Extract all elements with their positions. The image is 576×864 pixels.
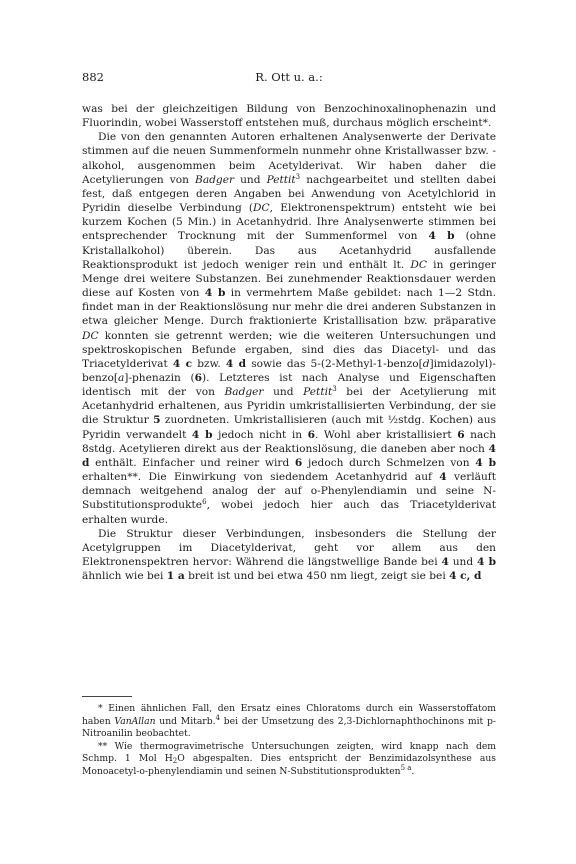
text-run: 6 [294, 456, 303, 469]
text-run: in vermehrtem Maße gebildet: nach 1—2 Stdn. findet man in der Reaktionslösung nur mehr die drei anderen Substanzen in etwa gleicher Menge. Durch fraktionierte Kristallisation bzw. präparative [82, 287, 497, 328]
text-run: erhalten**. Die Einwirkung von siedendem Acetanhydrid auf [82, 471, 440, 484]
text-run: 4 [439, 471, 447, 484]
footnotes [82, 703, 496, 778]
footnote [82, 703, 496, 741]
reference-marker: 4 [215, 713, 220, 722]
text-run: 4 b [428, 230, 455, 243]
text-run: und [263, 386, 304, 399]
text-run: 1 a [166, 570, 185, 583]
text-run: 4 c, d [449, 570, 482, 583]
text-run: 5 [153, 414, 161, 427]
paragraph [82, 527, 496, 584]
text-run: ähnlich wie bei [82, 570, 167, 583]
text-run: 6 [457, 428, 465, 441]
text-run: ]imidazolyl)-benzo[ [82, 357, 497, 384]
text-run: bei der Acetylierung mit Acetanhydrid erhaltenen, aus Pyridin umkristallisierten Verbindung, der sie die Struktur [82, 386, 496, 427]
text-run: 6 [307, 428, 315, 441]
text-run: 4 d [82, 442, 496, 469]
text-run: ). Letzteres ist nach Analyse und Eigenschaften identisch mit der von [82, 371, 496, 399]
reference-marker: 3 [332, 385, 337, 394]
text-run: bei der Umsetzung des 2,3-Dichlornaphthochinons mit p-Nitroanilin beobachtet. [82, 715, 496, 739]
text-run: bzw. [192, 357, 226, 370]
text-run: . [411, 765, 415, 777]
text-run: Pettit [303, 386, 333, 399]
text-run: d [422, 357, 430, 370]
text-run: Die Struktur dieser Verbindungen, insbesonders die Stellung der Acetylgruppen im Diacetylderivat, geht vor allem aus den Elektronenspektren hervor: Während die längstwellige Bande bei [82, 527, 496, 568]
text-run: ** Wie thermogravimetrische Untersuchungen zeigten, wird knapp nach dem Schmp. 1 Mol H [82, 740, 496, 764]
text-run: DC [82, 329, 99, 342]
text-run: enthält. Einfacher und reiner wird [89, 456, 295, 469]
text-run: konnten sie getrennt werden; wie die weiteren Untersuchungen und spektroskopischen Befunde ergaben, sind dies das Diacetyl- und das Triacetylderivat [82, 329, 496, 370]
subscript: 2 [172, 757, 178, 765]
body-text [82, 102, 496, 583]
text-run: sowie das 5-(2-Methyl-1-benzo[ [246, 357, 423, 370]
text-run: Die von den genannten Autoren erhaltenen Analysenwerte der Derivate stimmen auf die neuen Summenformeln nunmehr ohne Kristallwasser bzw. -alkohol, ausgenommen beim Acetylderivat. Wir haben daher die Acetylierungen von [82, 131, 496, 186]
text-run: nachgearbeitet und stellten dabei fest, daß entgegen deren Angaben bei Anwendung von Acetylchlorid in Pyridin dieselbe Verbindung ( [82, 173, 496, 215]
text-run: . Wohl aber kristallisiert [315, 428, 458, 441]
reference-marker: 6 [202, 498, 207, 507]
text-run: und Mitarb. [155, 715, 216, 727]
text-run: und [234, 173, 267, 186]
text-run: 4 b [191, 428, 213, 441]
footnote-separator [82, 696, 132, 697]
text-run: zuordneten. Umkristallisieren (auch mit ½stdg. Kochen) aus Pyridin verwandelt [82, 414, 497, 441]
text-run: DC [410, 258, 428, 271]
text-run: ]-phenazin ( [124, 371, 195, 384]
text-run: 4 c [172, 357, 193, 370]
text-run: breit ist und bei etwa 450 nm liegt, zeigt sie bei [184, 570, 450, 583]
page-header [82, 69, 496, 85]
text-run: jedoch durch Schmelzen von [302, 456, 476, 469]
text-run: 4 b [475, 456, 496, 469]
text-run: * Einen ähnlichen Fall, den Ersatz eines Chloratoms durch ein Wasserstoffatom haben [82, 703, 496, 727]
text-run: O abgespalten. Dies entspricht der Benzimidazolsynthese aus Monoacetyl-o-phenylendiamin und seinen N-Substitutionsprodukten [82, 753, 496, 777]
reference-marker: 3 [295, 172, 301, 181]
text-run: nach 8stdg. Acetylieren direkt aus der Reaktionslösung, die daneben aber noch [82, 428, 497, 455]
text-run: , Elektronenspektrum) entsteht wie bei kurzem Kochen (5 Min.) in Acetanhydrid. Ihre Analysenwerte stimmen bei entsprechender Trocknung mit der Summenformel von [82, 202, 496, 243]
text-run: 4 [441, 556, 449, 568]
text-run: (ohne Kristallalkohol) überein. Das aus Acetanhydrid ausfallende Reaktionsprodukt ist jedoch weniger rein und enthält lt. [82, 230, 497, 271]
text-run: 4 b [477, 556, 497, 568]
text-run: Badger [224, 386, 264, 399]
text-run: was bei der gleichzeitigen Bildung von Benzochinoxalinophenazin und Fluorindin, wobei Wasserstoff entstehen muß, durchaus möglich erscheint*. [82, 103, 496, 130]
text-run: Pettit [266, 173, 296, 186]
text-run: VanAllan [114, 715, 156, 727]
footnote [82, 741, 496, 779]
text-run: 4 b [204, 287, 226, 300]
text-run: a [117, 371, 125, 384]
text-run: jedoch nicht in [212, 428, 308, 441]
paragraph [82, 102, 496, 130]
text-run: und [448, 556, 478, 568]
reference-marker: 5 a [400, 763, 412, 772]
text-run: 6 [194, 371, 202, 384]
text-run: , wobei jedoch hier auch das Triacetylderivat erhalten wurde. [82, 499, 496, 526]
text-run: verläuft demnach weitgehend analog der auf o-Phenylendiamin und seine N-Substitutionsprodukte [82, 471, 496, 512]
text-run: Badger [195, 173, 235, 186]
paragraph [82, 130, 496, 526]
page-number: 882 [82, 70, 104, 84]
text-run: 4 d [225, 357, 247, 370]
running-head: R. Ott u. a.: [255, 70, 323, 84]
text-run: DC [253, 202, 270, 215]
text-run: in geringer Menge drei weitere Substanzen. Bei zunehmender Reaktionsdauer werden diese auf Kosten von [82, 258, 496, 300]
